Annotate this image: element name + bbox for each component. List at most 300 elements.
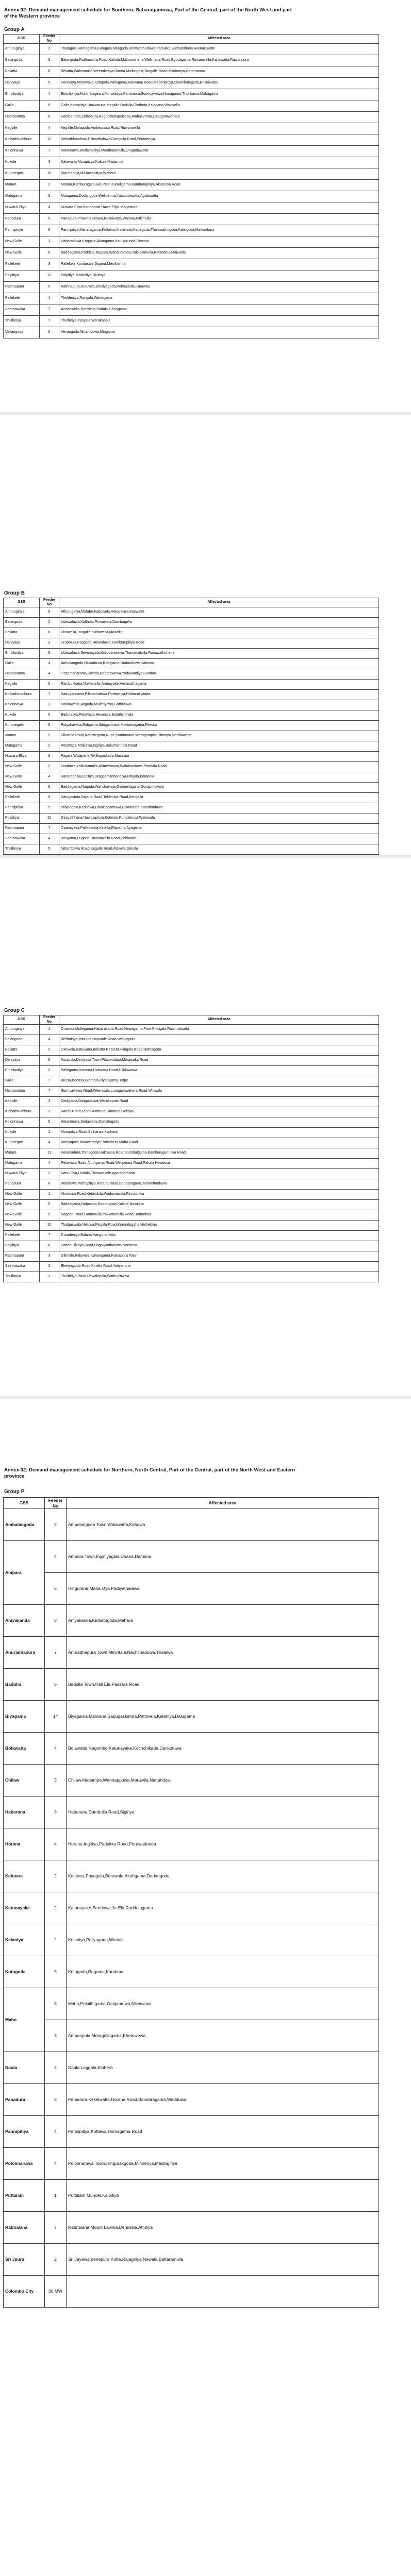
- table-row: [4, 700, 379, 710]
- feeder-cell: 5: [45, 1765, 67, 1797]
- table-row: [4, 1128, 379, 1138]
- gss-cell: Kolonnawa: [4, 146, 40, 157]
- affected-area-cell: Thalgaswala,Neluwa,Pitigala Road,Kurundugaha Hethekma: [59, 1221, 379, 1231]
- feeder-cell: 5: [40, 803, 59, 814]
- feeder-cell: 5: [40, 55, 59, 66]
- gss-cell: Panadura: [4, 1179, 40, 1190]
- gss-cell: Pallekele: [4, 259, 40, 270]
- gss-cell: Pallekele: [4, 293, 40, 304]
- gss-cell: Kukule: [4, 710, 40, 721]
- gss-cell: Puttalam: [4, 2180, 45, 2212]
- affected-area-cell: Pelawatta Road,Aluthgama Road,Welipenna Road,Pahala Hewessa: [59, 1159, 379, 1169]
- table-row: [4, 2276, 379, 2308]
- feeder-cell: 14: [45, 1701, 67, 1733]
- table-row: [4, 680, 379, 690]
- table-row: [4, 55, 379, 66]
- gss-cell: Bolawatta: [4, 1733, 45, 1765]
- gss-cell: Veyangoda: [4, 327, 40, 338]
- table-row: [4, 1541, 379, 1573]
- feeder-cell: 4: [40, 1035, 59, 1045]
- affected-area-cell: Matugama,Dodangoda,Welipenna,Yatadolawatta,Agalawatta: [59, 191, 379, 202]
- table-row: [4, 1148, 379, 1159]
- affected-area-cell: Pallegama,Kolonna,Rakwana Road,Ulliduwawa: [59, 1066, 379, 1076]
- annex-title: Annex 02: Demand management schedule for Southern, Sabaragamuwa, Part of the Central, part of the North West and part of the Western province: [4, 7, 292, 19]
- feeder-cell: 5: [40, 282, 59, 293]
- feeder-cell: 4: [45, 1541, 67, 1573]
- affected-area-column-header: Affected area: [59, 598, 379, 607]
- gss-cell: Badulla: [4, 1669, 45, 1701]
- gss-cell: New Galle: [4, 1190, 40, 1200]
- gss-cell: Kiribathkumbura: [4, 1107, 40, 1117]
- affected-area-cell: Ambalangoda Town,Walawatta,Kahawa: [67, 1509, 379, 1541]
- table-row: [4, 628, 379, 638]
- feeder-cell: 7: [40, 1231, 59, 1241]
- gss-cell: Sri Jpura: [4, 2244, 45, 2276]
- affected-area-cell: Ratmalana,Mount Lavinia,Dehiwala,Attidiya: [67, 2212, 379, 2244]
- table-row: [4, 2180, 379, 2212]
- gss-cell: Thulhiriya: [4, 844, 40, 855]
- feeder-cell: 4: [40, 834, 59, 844]
- feeder-cell: 4: [40, 1138, 59, 1148]
- affected-area-column-header: Affected area: [67, 1498, 379, 1509]
- table-row: [4, 793, 379, 803]
- affected-area-cell: Gilimale,Palawela,Kahangama,Ratnapura Town: [59, 1251, 379, 1262]
- feeder-cell: 6: [40, 649, 59, 659]
- table-row: [4, 1231, 379, 1241]
- gss-cell: Naula: [4, 2052, 45, 2084]
- table-row: [4, 783, 379, 793]
- table-row: [4, 270, 379, 282]
- feeder-cell: 2: [45, 1892, 67, 1924]
- feeder-cell: 7: [40, 690, 59, 700]
- gss-cell: New Galle: [4, 762, 40, 772]
- table-row: [4, 1262, 379, 1272]
- table-row: [4, 168, 379, 180]
- gss-cell: Seethawaka: [4, 304, 40, 316]
- gss-cell: Balangoda: [4, 1035, 40, 1045]
- affected-area-cell: Kotapola,Deniyaya Town,Pitabeddara,Morawaka Road: [59, 1056, 379, 1066]
- schedule-table-group-p: [3, 1497, 379, 2308]
- feeder-cell: 9: [40, 731, 59, 741]
- table-row: [4, 618, 379, 628]
- gss-cell: Seethawaka: [4, 834, 40, 844]
- table-row: [4, 2052, 379, 2084]
- affected-area-cell: Ambanpola,Moragollagama,Ehetuwewa: [67, 2020, 379, 2052]
- affected-area-cell: Polpitiya,Maskeliya,Dickoya: [59, 270, 379, 282]
- affected-area-cell: Imaduwa,Yakkalamulla,Akmeemana,Walahanduwa,Poddala Road: [59, 762, 379, 772]
- table-row: [4, 100, 379, 112]
- gss-cell: Pallekele: [4, 793, 40, 803]
- affected-area-cell: Habarana,Dambulla Road,Sigiriya: [67, 1797, 379, 1828]
- affected-area-cell: Aniyakanda,Kiribathgoda,Mahara: [67, 1605, 379, 1637]
- gss-cell: New Galle: [4, 1210, 40, 1221]
- feeder-cell: 4: [45, 2116, 67, 2148]
- affected-area-cell: Bussa,Boossa,Ginthota,Piyadigama,Talpe: [59, 1076, 379, 1087]
- affected-area-cell: Kotikawatta,Angoda,Mulleriyawa,Gothatuwa: [59, 700, 379, 710]
- gss-cell: Deniyaya: [4, 78, 40, 89]
- feeder-cell: 5: [40, 191, 59, 202]
- table-row: [4, 225, 379, 236]
- schedule-table-group-b: [3, 598, 379, 865]
- table-row: [4, 293, 379, 304]
- feeder-cell: 6: [40, 248, 59, 259]
- gss-cell: Rathnapura: [4, 824, 40, 834]
- feeder-cell: 4: [40, 669, 59, 680]
- gss-cell: Balangoda: [4, 618, 40, 628]
- table-row: [4, 2148, 379, 2180]
- affected-area-cell: Avissawella,Hanwella,Padukka,Kosgama: [59, 304, 379, 316]
- feeder-cell: 8: [40, 721, 59, 731]
- gss-cell: Kegalle: [4, 1097, 40, 1107]
- gss-cell: Aniyakanda: [4, 1605, 45, 1637]
- feeder-cell: 10: [40, 1221, 59, 1231]
- feeder-cell: 4: [40, 293, 59, 304]
- gss-column-header: GSS: [4, 598, 40, 607]
- affected-area-cell: Baddegama,Halpatota,Dodangoda,Kalahe,Nawinna: [59, 1200, 379, 1210]
- feeder-cell: 5: [40, 1117, 59, 1128]
- gss-cell: Matara: [4, 180, 40, 191]
- feeder-cell: 6: [40, 1056, 59, 1066]
- gss-cell: Panadura: [4, 214, 40, 225]
- gss-cell: New Galle: [4, 1221, 40, 1231]
- feeder-cell: 7: [45, 2212, 67, 2244]
- table-row: [4, 752, 379, 762]
- affected-area-cell: Matara,Kamburugamuwa,Pelena,Weligama,Kamburupitiya,Akuressa Road: [59, 180, 379, 191]
- gss-cell: Polonnaruwa: [4, 2148, 45, 2180]
- gss-cell: Nuwara Eliya: [4, 202, 40, 214]
- table-row: [4, 1045, 379, 1056]
- affected-area-cell: Wadduwa,Pothupitiya,Horana Road,Bandaragama,Moronthuduwa: [59, 1179, 379, 1190]
- table-header-row: [4, 598, 379, 607]
- table-row: [4, 1138, 379, 1148]
- gss-cell: Pannipitiya: [4, 2116, 45, 2148]
- table-row: [4, 649, 379, 659]
- gss-cell: Hambantota: [4, 112, 40, 123]
- gss-cell: Matugama: [4, 741, 40, 752]
- affected-area-cell: Pannipitiya,Maharagama,Kottawa,Arawwala,Mattegoda,Thalawathugoda,Kalalgoda,Makumbura: [59, 225, 379, 236]
- table-row: [4, 1605, 379, 1637]
- table-row: [4, 236, 379, 248]
- table-row: [4, 180, 379, 191]
- feeder-cell: 3: [40, 1097, 59, 1107]
- feeder-cell: 10: [40, 168, 59, 180]
- table-row: [4, 78, 379, 89]
- affected-area-cell: Hingurana,Maha Oya,Padiyathalawa: [67, 1573, 379, 1605]
- feeder-cell: 4: [45, 1828, 67, 1860]
- gss-cell: New Galle: [4, 248, 40, 259]
- affected-area-cell: Nagoda Road,Gonamulla,Yakkalamulla Road,Homadola: [59, 1210, 379, 1221]
- feeder-cell: 5: [40, 710, 59, 721]
- feeder-cell: 2: [40, 1045, 59, 1056]
- gss-cell: Kiribathkumbura: [4, 690, 40, 700]
- table-row: [4, 607, 379, 618]
- table-row: [4, 191, 379, 202]
- feeder-cell: 3: [40, 236, 59, 248]
- affected-area-cell: Kosgama,Pugoda,Ruwanwella Road,Dehiowita: [59, 834, 379, 844]
- feeder-cell: 2: [45, 2052, 67, 2084]
- affected-area-cell: Oruwala,Mullegama,Habarakada Road,Hewagama,Pore,Pittugala,Rajamalwatta: [59, 1025, 379, 1035]
- feeder-cell: 4: [40, 772, 59, 783]
- table-row: [4, 327, 379, 338]
- affected-area-cell: Thulhiriya,Pasyala,Warakapola: [59, 316, 379, 327]
- affected-area-cell: Balangoda,Rathnapura Road,Kaltota,Muthuwahena,Welimada Road,Egodagama,Ruwanwella,Kahawatta,Ruwanpura: [59, 55, 379, 66]
- gss-column-header: GSS: [4, 1498, 45, 1509]
- feeder-cell: 4: [40, 659, 59, 669]
- table-row: [4, 1892, 379, 1924]
- table-header-row: [4, 1498, 379, 1509]
- group-title: Group B: [4, 590, 25, 596]
- feeder-cell: 6: [40, 752, 59, 762]
- table-row: [4, 214, 379, 225]
- feeder-cell: 7: [40, 824, 59, 834]
- gss-cell: Kolonnawa: [4, 700, 40, 710]
- affected-area-cell: Polgahawela,Ridigama,Ibbagamuwa,Mawathagama,Pilessa: [59, 721, 379, 731]
- feeder-cell: 9: [40, 1210, 59, 1221]
- group-title: Group A: [4, 27, 25, 32]
- affected-area-cell: Galle,Karapitiya,Unawatuna,Magalle,Dadalla,Ginthota,Kalegana,Wakwella: [59, 100, 379, 112]
- affected-area-cell: Kotugoda,Ragama,Kandana: [67, 1956, 379, 1988]
- gss-cell: Kotugoda: [4, 1956, 45, 1988]
- gss-cell: Athurugiriya: [4, 44, 40, 55]
- affected-area-cell: Theldeniya,Rangala,Wattegama: [59, 293, 379, 304]
- feeder-cell: 5: [45, 1956, 67, 1988]
- table-row: [4, 669, 379, 680]
- feeder-cell: 11: [40, 1148, 59, 1159]
- affected-area-cell: Dickwella,Tangalle,Kudawella,Mawella: [59, 628, 379, 638]
- affected-area-cell: Polonnaruwa Town,Hingurakgoda,Minneriya,Medirigiriya: [67, 2148, 379, 2180]
- table-row: [4, 772, 379, 783]
- affected-area-cell: Beliatta,Walasmulla,Weeraketiya,Ranna,Mulkirigala,Tangalle Road,Middeniya,Getamanna: [59, 66, 379, 78]
- gss-cell: Ambalangoda: [4, 1509, 45, 1541]
- affected-area-cell: Baduraliya,Pelawatta,Hewessa,Bulathsinhala: [59, 710, 379, 721]
- gss-cell: New Galle: [4, 783, 40, 793]
- gss-cell: Kurunegala: [4, 721, 40, 731]
- feeder-cell: 3: [40, 700, 59, 710]
- affected-area-cell: Panadura,Pinwatta,Hirana,Keselwatta,Walana,Pallimulla: [59, 214, 379, 225]
- affected-area-cell: Ragala,Walapane,Rikillagaskada,Maturata: [59, 752, 379, 762]
- gss-cell: New Galle: [4, 1200, 40, 1210]
- affected-area-cell: Horana,Ingiriya,Padukka Road,Poruwadanda: [67, 1828, 379, 1860]
- gss-cell: Rathnapura: [4, 282, 40, 293]
- feeder-cell: 12: [40, 270, 59, 282]
- table-header-row: [4, 35, 379, 44]
- gss-cell: Pallekele: [4, 1231, 40, 1241]
- table-row: [4, 112, 379, 123]
- feeder-cell: 7: [40, 1087, 59, 1097]
- gss-cell: Polpitiya: [4, 1241, 40, 1251]
- affected-area-cell: Eheliyagoda Road,Kiriella Road,Yatiyantota: [59, 1262, 379, 1272]
- gss-cell: Deniyaya: [4, 638, 40, 649]
- affected-area-cell: Thulhiriya Road,Dewalapola,Wathupitiwala: [59, 1272, 379, 1282]
- affected-area-cell: Maho,Polpithigama,Galgamuwa,Nikawewa: [67, 1988, 379, 2020]
- sheet-group-b: [0, 415, 411, 851]
- feeder-column-header: Feeder No: [40, 35, 59, 44]
- table-row: [4, 44, 379, 55]
- gss-cell: Galle: [4, 100, 40, 112]
- affected-area-cell: Katugastota,Digana Road,Teldeniya Road,Kengalla: [59, 793, 379, 803]
- gss-cell: Kukule: [4, 157, 40, 168]
- feeder-cell: 3: [40, 1272, 59, 1282]
- table-row: [4, 1210, 379, 1221]
- affected-area-cell: Akuressa Road,Ketandola,Waduwawala,Pinnaduwa: [59, 1190, 379, 1200]
- affected-area-cell: Kegalle,Molagoda,Ambepussa Road,Ruwanwella: [59, 123, 379, 134]
- gss-cell: Kelaniya: [4, 1924, 45, 1956]
- affected-area-cell: Baddegama,Nagoda,Wanchawala,Ginimellagaha,Gonapinuwala: [59, 783, 379, 793]
- feeder-cell: 5: [40, 214, 59, 225]
- table-header-row: [4, 1015, 379, 1025]
- affected-area-cell: Badulla Town,Hali Ela,Passara Road: [67, 1669, 379, 1701]
- table-row: [4, 1241, 379, 1251]
- affected-area-cell: Kalawana,Morapitiya,Kukule,Madampe: [59, 157, 379, 168]
- affected-area-cell: Deniyaya,Morawaka,Kotapola,Pallegama,Rakwana Road,Mederipitiya,Siyambalagoda,Enselwatta: [59, 78, 379, 89]
- affected-area-cell: Opanayaka,Pallebedda,Kiriella,Elapatha,Ayagama: [59, 824, 379, 834]
- table-row: [4, 1076, 379, 1087]
- feeder-cell: 3: [40, 1251, 59, 1262]
- gss-cell: Nuwara Eliya: [4, 1169, 40, 1179]
- sheet-group-p: [0, 1399, 411, 2576]
- gss-cell: New Galle: [4, 772, 40, 783]
- gss-cell: Hambantota: [4, 669, 40, 680]
- table-row: [4, 1733, 379, 1765]
- feeder-cell: 4: [45, 2148, 67, 2180]
- gss-cell: Nuwara Eliya: [4, 752, 40, 762]
- table-row: [4, 304, 379, 316]
- feeder-cell: 8: [45, 2084, 67, 2116]
- gss-cell: Kurunegala: [4, 168, 40, 180]
- table-row: [4, 1200, 379, 1210]
- annex-title: Annex 02: Demand management schedule for Northern, North Central, Part of the Central, part of the North West and Eastern province: [4, 1467, 295, 1479]
- table-row: [4, 202, 379, 214]
- feeder-cell: 5: [40, 844, 59, 855]
- affected-area-cell: Kolonnawa,Wellampitiya,Meethotamulla,Orugodawatta: [59, 146, 379, 157]
- affected-area-cell: Baddegama,Poddala,Nagoda,Wanduramba,Yakkalamulla,Ketandola,Malwatta: [59, 248, 379, 259]
- feeder-cell: 6: [40, 628, 59, 638]
- feeder-cell: 8: [40, 1241, 59, 1251]
- table-row: [4, 1573, 379, 1605]
- gss-cell: Biyagama: [4, 1701, 45, 1733]
- feeder-cell: 5: [40, 1200, 59, 1210]
- table-row: [4, 1924, 379, 1956]
- gss-cell: Ratmalana: [4, 2212, 45, 2244]
- gss-cell: Kegalle: [4, 123, 40, 134]
- gss-cell: Ampara: [4, 1541, 45, 1605]
- feeder-column-header: Feeder No: [40, 1015, 59, 1025]
- feeder-cell: 2: [40, 44, 59, 55]
- feeder-column-header: Feeder No: [40, 598, 59, 607]
- affected-area-cell: Gurudeniya,Balana,Hanguranketa: [59, 1231, 379, 1241]
- feeder-cell: 4: [40, 89, 59, 100]
- feeder-cell: 2: [40, 180, 59, 191]
- affected-area-cell: Veyangoda,Nittambuwa,Mirigama: [59, 327, 379, 338]
- sheet-group-c: [0, 858, 411, 1286]
- table-row: [4, 1107, 379, 1117]
- table-row: [4, 638, 379, 649]
- gss-cell: Pannipitiya: [4, 803, 40, 814]
- gss-cell: Beliatta: [4, 66, 40, 78]
- affected-area-cell: Ambalangoda,Hikkaduwa,Rathgama,Dodanduwa,Kahawa: [59, 659, 379, 669]
- affected-area-cell: Puttalam,Mundel,Kalpitiya: [67, 2180, 379, 2212]
- gss-cell: Anuradhapura: [4, 1637, 45, 1669]
- feeder-cell: 6: [40, 1179, 59, 1190]
- gss-cell: Embilipitiya: [4, 89, 40, 100]
- affected-area-cell: Karandeniya,Elpitiya,Uragasmanhandiya,Pitigala,Batapola: [59, 772, 379, 783]
- feeder-cell: 10: [40, 814, 59, 824]
- affected-area-cell: Anuradhapura Town,Mihintale,Nachchaduwa,Thalawa: [67, 1637, 379, 1669]
- feeder-column-header: Feeder No: [45, 1498, 67, 1509]
- feeder-cell: 6: [40, 225, 59, 236]
- gss-cell: Seethawaka: [4, 1262, 40, 1272]
- affected-area-cell: Katunayake,Seeduwa,Ja-Ela,Raddolugama: [67, 1892, 379, 1924]
- table-row: [4, 1117, 379, 1128]
- affected-area-cell: Piliyandala,Kesbewa,Boralesgamuwa,Bokundara,Kahathuduwa: [59, 803, 379, 814]
- feeder-cell: 3: [40, 157, 59, 168]
- feeder-cell: 2: [40, 1169, 59, 1179]
- table-row: [4, 1251, 379, 1262]
- feeder-cell: 12: [40, 134, 59, 146]
- gss-cell: Thulhiriya: [4, 1272, 40, 1282]
- gss-cell: Rathnapura: [4, 1251, 40, 1262]
- table-row: [4, 1272, 379, 1282]
- feeder-cell: 4: [45, 1733, 67, 1765]
- affected-area-cell: Hatton,Dikoya Road,Bogawanthalawa,Norwood: [59, 1241, 379, 1251]
- feeder-cell: 8: [40, 783, 59, 793]
- feeder-cell: 8: [45, 1988, 67, 2020]
- table-row: [4, 659, 379, 669]
- gss-cell: Athurugiriya: [4, 607, 40, 618]
- table-row: [4, 834, 379, 844]
- table-row: [4, 710, 379, 721]
- affected-area-cell: Rathnapura,Kuruwita,Eheliyagoda,Pelmadulla,Karawita: [59, 282, 379, 293]
- feeder-cell: 7: [40, 316, 59, 327]
- affected-area-column-header: Affected area: [59, 1015, 379, 1025]
- affected-area-cell: Thalagala,Homagama,Kurugala,Meegoda,Kiriwaththuduwa,Padukka,Sudharshana Avenue,Kotte: [59, 44, 379, 55]
- gss-cell: Beliatta: [4, 1045, 40, 1056]
- gss-cell: Chilaw: [4, 1765, 45, 1797]
- table-row: [4, 1701, 379, 1733]
- schedule-table-group-c: [3, 1015, 379, 1282]
- affected-area-cell: [67, 2276, 379, 2308]
- gss-cell: Kolonnawa: [4, 1117, 40, 1128]
- table-row: [4, 134, 379, 146]
- table-row: [4, 2020, 379, 2052]
- feeder-cell: 2: [40, 741, 59, 752]
- gss-cell: Beliatta: [4, 628, 40, 638]
- gss-cell: Polpitiya: [4, 814, 40, 824]
- table-row: [4, 1860, 379, 1892]
- feeder-cell: 2: [40, 638, 59, 649]
- feeder-cell: 2: [40, 1066, 59, 1076]
- feeder-cell: 2: [45, 2244, 67, 2276]
- feeder-cell: 3: [45, 1797, 67, 1828]
- affected-area-cell: Pelawatta,Molkawa,Ingiriya,Bulathsinhala Road: [59, 741, 379, 752]
- feeder-cell: 2: [40, 762, 59, 772]
- gss-cell: Polpitiya: [4, 270, 40, 282]
- affected-area-cell: Ginigathhena,Nawalapitiya,Kotmale,Pundaluoya,Watawala: [59, 814, 379, 824]
- affected-area-cell: Udawalawa,Kalthota,Pinnawala,Dambagolla: [59, 618, 379, 628]
- affected-area-cell: Kiribathkumbura,Pilimathalawa,Gampola Road,Peradeniya: [59, 134, 379, 146]
- table-row: [4, 316, 379, 327]
- gss-cell: Thulhiriya: [4, 316, 40, 327]
- table-row: [4, 282, 379, 293]
- table-row: [4, 66, 379, 78]
- group-title: Group C: [4, 1008, 25, 1013]
- affected-area-cell: Chilaw,Madampe,Wennappuwa,Marawila,Nattandiya: [67, 1765, 379, 1797]
- affected-area-cell: Wariyapola,Nikaweratiya,Pothuhera,Maho Road: [59, 1138, 379, 1148]
- gss-cell: Balangoda: [4, 55, 40, 66]
- feeder-cell: 9: [40, 100, 59, 112]
- gss-cell: Galle: [4, 1076, 40, 1087]
- gss-cell: New Galle: [4, 236, 40, 248]
